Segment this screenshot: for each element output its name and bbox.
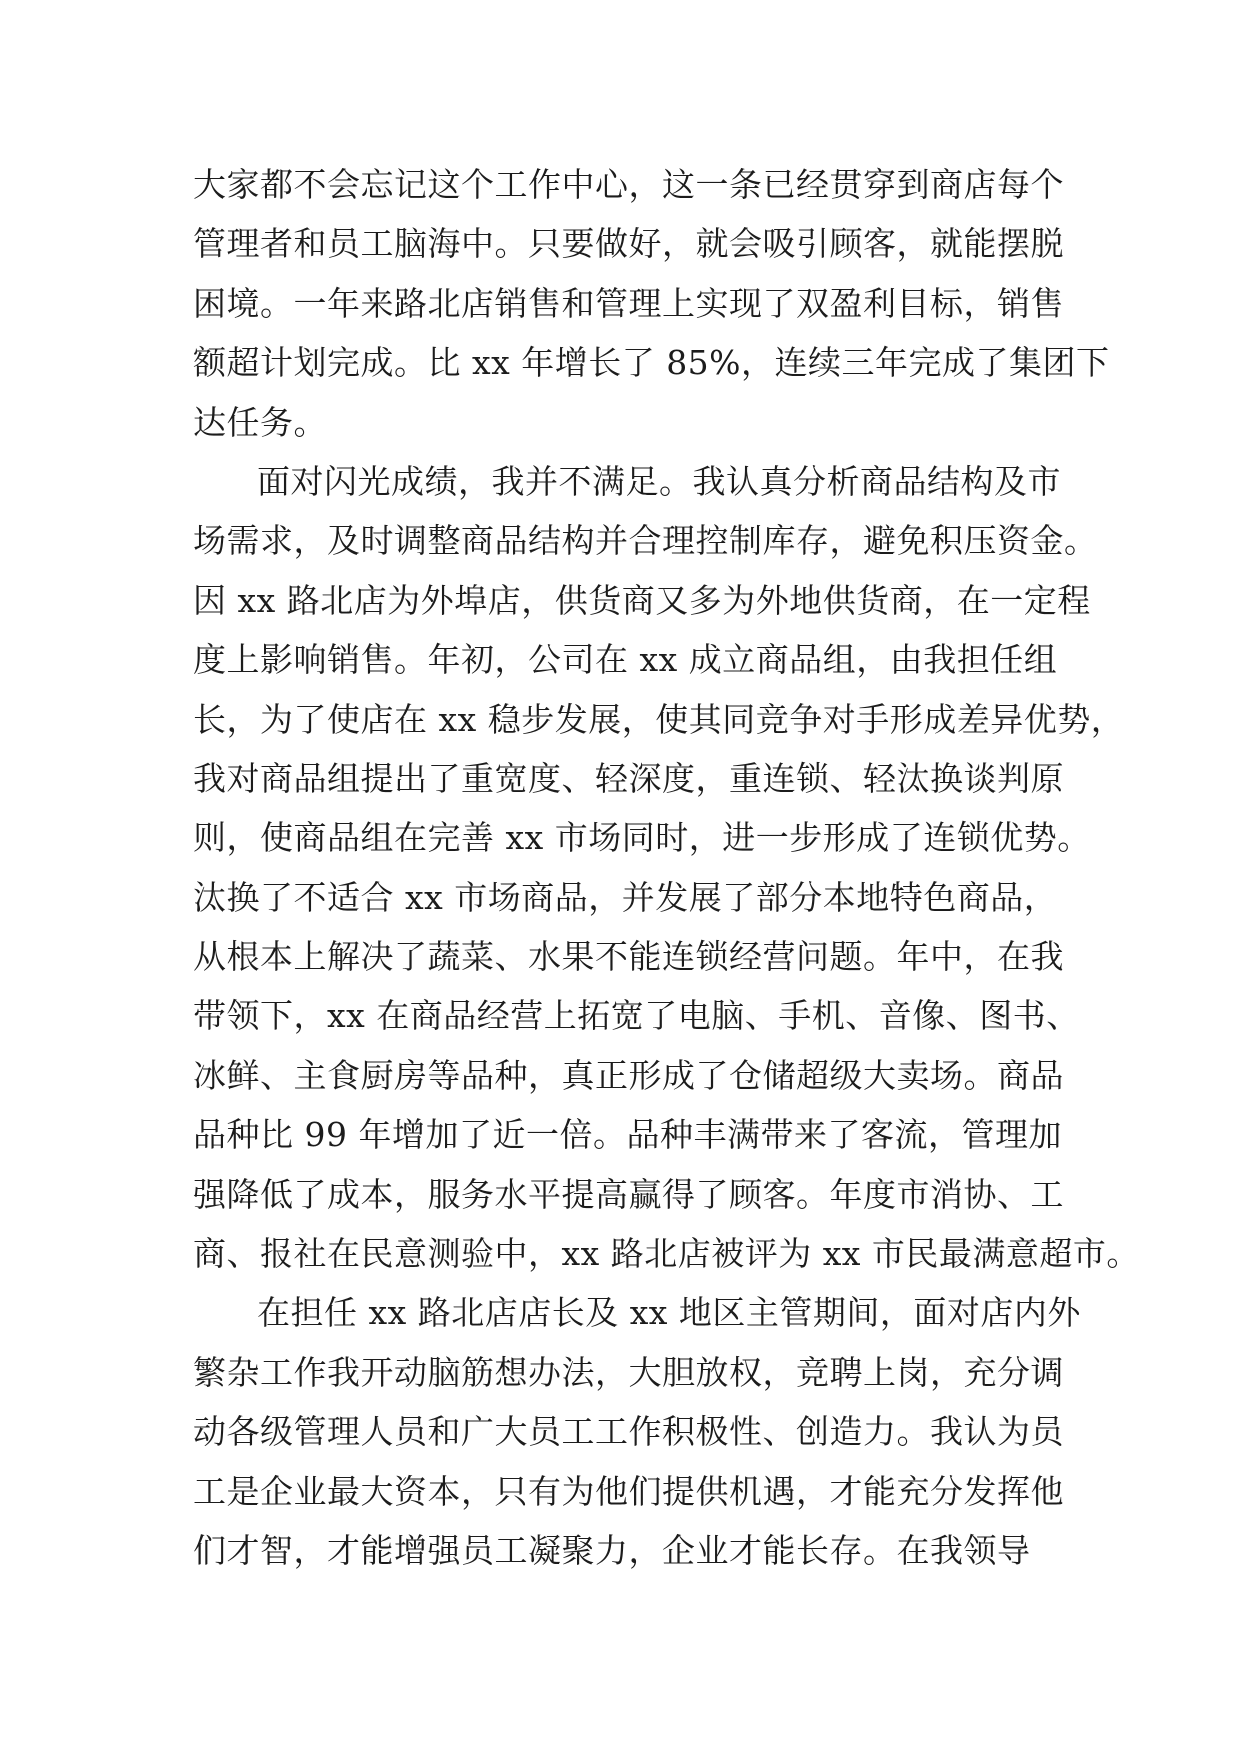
text-line: 场需求，及时调整商品结构并合理控制库存，避免积压资金。 [193,521,1098,561]
text-line: 工是企业最大资本，只有为他们提供机遇，才能充分发挥他 [193,1471,1064,1511]
text-line: 带领下，xx 在商品经营上拓宽了电脑、手机、音像、图书、 [193,996,1080,1036]
text-line: 因 xx 路北店为外埠店，供货商又多为外地供货商，在一定程 [193,580,1091,620]
text-line: 额超计划完成。比 xx 年增长了 85%，连续三年完成了集团下 [193,343,1110,383]
text-line: 品种比 99 年增加了近一倍。品种丰满带来了客流，管理加 [193,1115,1062,1155]
text-line: 长，为了使店在 xx 稳步发展，使其同竞争对手形成差异优势， [193,699,1125,739]
text-line: 们才智，才能增强员工凝聚力，企业才能长存。在我领导 [193,1530,1031,1570]
text-line: 强降低了成本，服务水平提高赢得了顾客。年度市消协、工 [193,1174,1064,1214]
text-line: 冰鲜、主食厨房等品种，真正形成了仓储超级大卖场。商品 [193,1055,1064,1095]
body-text [193,155,1140,1580]
text-line: 大家都不会忘记这个工作中心，这一条已经贯穿到商店每个 [193,165,1064,204]
text-line: 度上影响销售。年初，公司在 xx 成立商品组，由我担任组 [193,640,1058,680]
text-line: 我对商品组提出了重宽度、轻深度，重连锁、轻汰换谈判原 [193,758,1064,798]
text-line: 商、报社在民意测验中，xx 路北店被评为 xx 市民最满意超市。 [193,1234,1140,1274]
text-line: 动各级管理人员和广大员工工作积极性、创造力。我认为员 [193,1412,1064,1452]
paragraph-first-line: 在担任 xx 路北店店长及 xx 地区主管期间，面对店内外 [257,1293,1081,1333]
text-line: 繁杂工作我开动脑筋想办法，大胆放权，竞聘上岗，充分调 [193,1352,1064,1392]
paragraph-first-line: 面对闪光成绩，我并不满足。我认真分析商品结构及市 [257,461,1061,501]
text-line: 困境。一年来路北店销售和管理上实现了双盈利目标，销售 [193,283,1064,323]
text-line: 则，使商品组在完善 xx 市场同时，进一步形成了连锁优势。 [193,818,1091,858]
text-line: 从根本上解决了蔬菜、水果不能连锁经营问题。年中，在我 [193,937,1064,977]
text-line: 管理者和员工脑海中。只要做好，就会吸引顾客，就能摆脱 [193,224,1064,264]
text-line: 达任务。 [193,402,327,442]
text-line: 汰换了不适合 xx 市场商品，并发展了部分本地特色商品， [193,877,1058,917]
